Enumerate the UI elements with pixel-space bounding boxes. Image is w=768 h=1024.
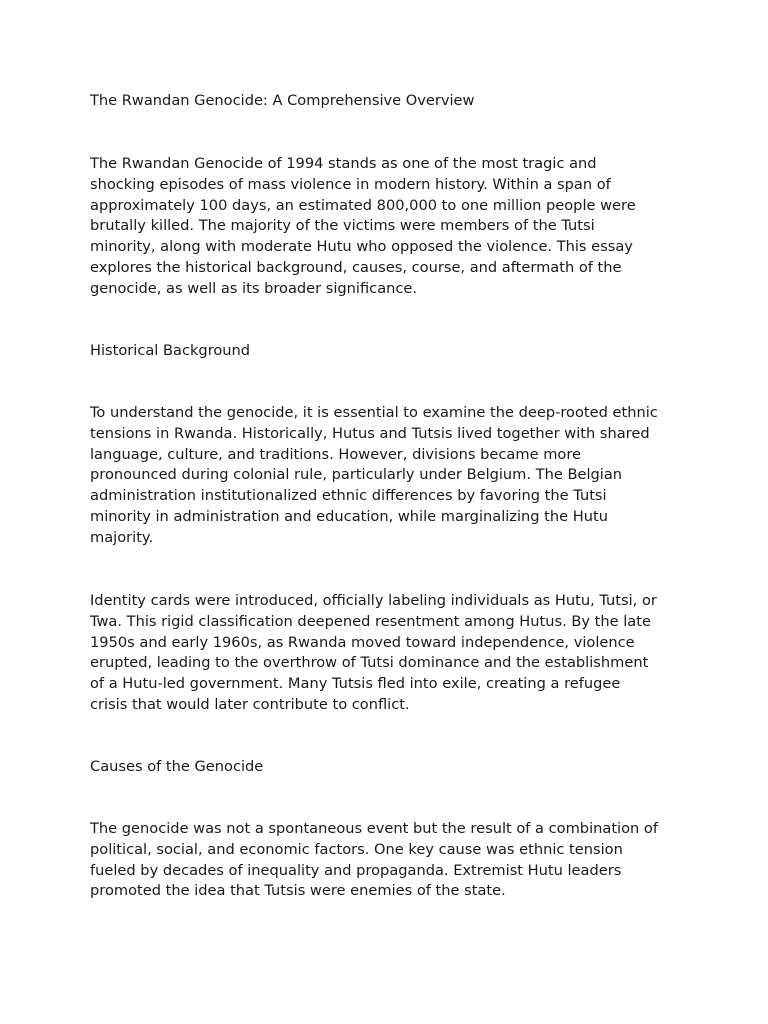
text-line: tensions in Rwanda. Historically, Hutus and Tutsis lived together with shared xyxy=(90,424,650,442)
background-paragraph-2 xyxy=(90,591,690,716)
text-line: political, social, and economic factors. One key cause was ethnic tension xyxy=(90,840,623,858)
text-line: To understand the genocide, it is essential to examine the deep-rooted ethnic xyxy=(90,404,658,421)
text-line: 1950s and early 1960s, as Rwanda moved toward independence, violence xyxy=(90,633,635,651)
text-line: erupted, leading to the overthrow of Tutsi dominance and the establishment xyxy=(90,654,649,672)
text-line: minority, along with moderate Hutu who opposed the violence. This essay xyxy=(90,238,633,256)
text-line: majority. xyxy=(90,528,154,546)
text-line: genocide, as well as its broader significance. xyxy=(90,279,418,297)
intro-paragraph xyxy=(90,154,690,300)
text-line: shocking episodes of mass violence in modern history. Within a span of xyxy=(90,175,611,193)
section-heading-causes xyxy=(90,757,690,778)
text-line: brutally killed. The majority of the victims were members of the Tutsi xyxy=(90,217,595,235)
background-paragraph-1 xyxy=(90,403,690,549)
text-line: The genocide was not a spontaneous event but the result of a combination of xyxy=(90,820,658,837)
text-line: crisis that would later contribute to conflict. xyxy=(90,695,410,713)
section-heading-background xyxy=(90,341,690,362)
text-line: administration institutionalized ethnic differences by favoring the Tutsi xyxy=(90,487,607,505)
text-line: explores the historical background, causes, course, and aftermath of the xyxy=(90,258,622,276)
heading-line: Historical Background xyxy=(90,342,251,359)
text-line: language, culture, and traditions. However, divisions became more xyxy=(90,445,582,463)
text-line: pronounced during colonial rule, particularly under Belgium. The Belgian xyxy=(90,466,623,484)
text-line: fueled by decades of inequality and propaganda. Extremist Hutu leaders xyxy=(90,861,622,879)
text-line: Twa. This rigid classification deepened resentment among Hutus. By the late xyxy=(90,612,651,630)
title-line: The Rwandan Genocide: A Comprehensive Overview xyxy=(90,92,475,109)
text-line: of a Hutu-led government. Many Tutsis fled into exile, creating a refugee xyxy=(90,675,621,693)
text-line: Identity cards were introduced, officially labeling individuals as Hutu, Tutsi, or xyxy=(90,592,657,609)
text-line: The Rwandan Genocide of 1994 stands as one of the most tragic and xyxy=(90,155,597,172)
causes-paragraph-1 xyxy=(90,819,690,902)
text-line: minority in administration and education, while marginalizing the Hutu xyxy=(90,507,608,525)
document-title xyxy=(90,91,690,112)
text-line: promoted the idea that Tutsis were enemies of the state. xyxy=(90,882,506,900)
heading-line: Causes of the Genocide xyxy=(90,758,264,775)
text-line: approximately 100 days, an estimated 800,000 to one million people were xyxy=(90,196,636,214)
